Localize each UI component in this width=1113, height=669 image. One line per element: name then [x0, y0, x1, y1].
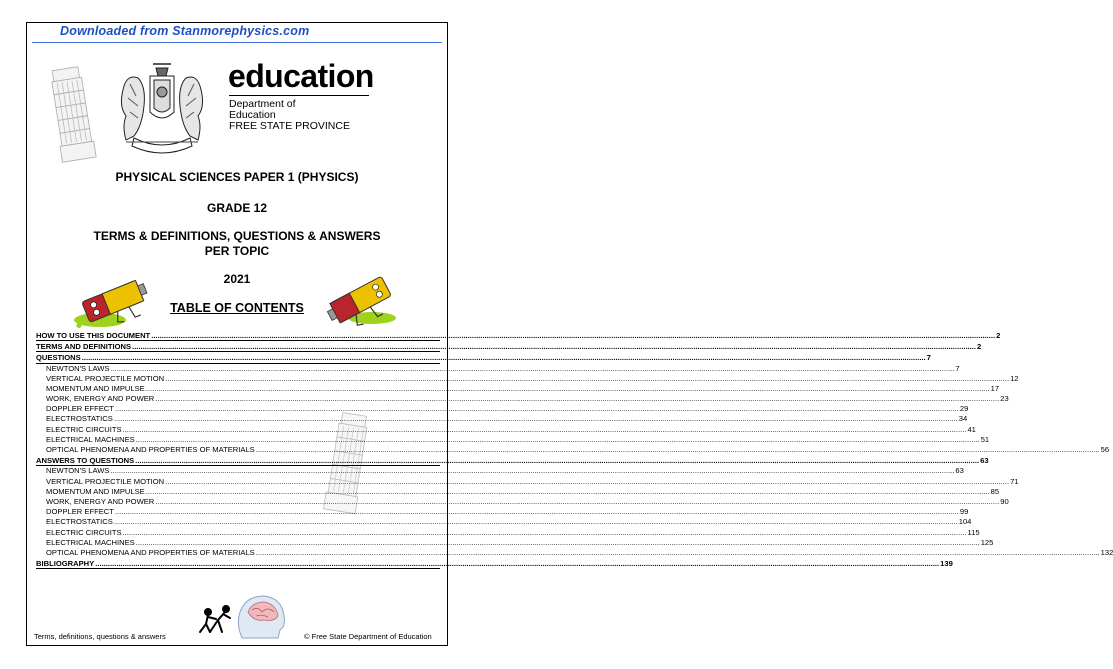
brain-head-icon — [228, 590, 292, 640]
toc-entry-page: 115 — [967, 527, 980, 537]
toc-entry[interactable] — [36, 424, 976, 435]
toc-entry[interactable] — [36, 527, 980, 538]
toc-leader-dots: ................................................................................................................................................................................................................................................................................................................................................................................................................ — [145, 486, 990, 496]
toc-entry[interactable] — [36, 559, 953, 569]
toc-entry-label: NEWTON'S LAWS — [46, 466, 110, 476]
toc-entry-page: 41 — [967, 424, 976, 434]
toc-leader-dots: ................................................................................................................................................................................................................................................................................................................................................................................................................ — [145, 383, 990, 393]
toc-entry[interactable] — [36, 486, 1000, 497]
toc-entry[interactable] — [36, 496, 1009, 507]
toc-leader-dots: ................................................................................................................................................................................................................................................................................................................................................................................................................ — [122, 424, 967, 434]
leaking-battery-icon — [70, 272, 154, 330]
toc-leader-dots: ................................................................................................................................................................................................................................................................................................................................................................................................................ — [165, 373, 1010, 383]
toc-entry[interactable] — [36, 445, 1110, 455]
footer-right: © Free State Department of Education — [304, 632, 432, 641]
toc-entry[interactable] — [36, 353, 931, 363]
toc-heading: TABLE OF CONTENTS — [170, 301, 304, 315]
toc-entry-label: MOMENTUM AND IMPULSE — [46, 486, 145, 496]
toc-entry[interactable] — [36, 394, 1009, 404]
table-of-contents — [36, 330, 1113, 569]
toc-leader-dots: ................................................................................................................................................................................................................................................................................................................................................................................................................ — [135, 434, 980, 444]
toc-entry-page: 85 — [990, 486, 1000, 496]
toc-leader-dots: ................................................................................................................................................................................................................................................................................................................................................................................................................ — [135, 456, 980, 466]
toc-entry-label: WORK, ENERGY AND POWER — [46, 394, 155, 404]
toc-entry-label: DOPPLER EFFECT — [46, 507, 114, 517]
toc-leader-dots: ................................................................................................................................................................................................................................................................................................................................................................................................................ — [135, 537, 980, 547]
toc-entry-page: 71 — [1010, 476, 1019, 486]
leaning-tower-icon — [42, 60, 104, 166]
doc-title-grade: GRADE 12 — [206, 201, 268, 215]
toc-entry[interactable] — [36, 330, 1001, 341]
toc-entry-label: VERTICAL PROJECTILE MOTION — [46, 373, 165, 383]
toc-leader-dots: ................................................................................................................................................................................................................................................................................................................................................................................................................ — [155, 496, 1000, 506]
toc-leader-dots: ................................................................................................................................................................................................................................................................................................................................................................................................................ — [113, 517, 958, 527]
toc-entry-label: ELECTRICAL MACHINES — [46, 434, 135, 444]
toc-entry[interactable] — [36, 507, 969, 517]
toc-entry-page: 99 — [959, 507, 969, 517]
toc-entry-label: ELECTRICAL MACHINES — [46, 537, 135, 547]
footer-left: Terms, definitions, questions & answers — [34, 632, 166, 641]
toc-entry-label: TERMS AND DEFINITIONS — [36, 342, 132, 352]
toc-entry[interactable] — [36, 383, 1000, 394]
leaking-battery-icon — [322, 270, 406, 328]
toc-entry-page: 51 — [980, 434, 990, 444]
toc-entry[interactable] — [36, 456, 989, 466]
toc-entry[interactable] — [36, 373, 1019, 384]
logo-province: FREE STATE PROVINCE — [229, 120, 350, 132]
toc-leader-dots: ................................................................................................................................................................................................................................................................................................................................................................................................................ — [255, 547, 1100, 557]
toc-leader-dots: ................................................................................................................................................................................................................................................................................................................................................................................................................ — [122, 527, 967, 537]
toc-leader-dots: ................................................................................................................................................................................................................................................................................................................................................................................................................ — [95, 559, 940, 569]
toc-leader-dots: ................................................................................................................................................................................................................................................................................................................................................................................................................ — [114, 404, 959, 414]
toc-leader-dots: ................................................................................................................................................................................................................................................................................................................................................................................................................ — [165, 476, 1010, 486]
toc-entry-label: ELECTROSTATICS — [46, 414, 113, 424]
toc-entry-page: 2 — [996, 330, 1001, 340]
toc-entry[interactable] — [36, 363, 960, 374]
toc-entry[interactable] — [36, 547, 1113, 558]
toc-leader-dots: ................................................................................................................................................................................................................................................................................................................................................................................................................ — [110, 466, 955, 476]
toc-entry-label: MOMENTUM AND IMPULSE — [46, 383, 145, 393]
logo-wordmark: education — [228, 58, 374, 94]
toc-entry-page: 132 — [1100, 547, 1113, 557]
toc-leader-dots: ................................................................................................................................................................................................................................................................................................................................................................................................................ — [81, 353, 926, 363]
toc-leader-dots: ................................................................................................................................................................................................................................................................................................................................................................................................................ — [132, 342, 976, 352]
toc-entry-page: 17 — [990, 383, 1000, 393]
toc-entry-label: ELECTRIC CIRCUITS — [46, 424, 122, 434]
logo-dept-line1: Department of — [229, 98, 296, 110]
toc-entry-label: DOPPLER EFFECT — [46, 404, 114, 414]
toc-leader-dots: ................................................................................................................................................................................................................................................................................................................................................................................................................ — [151, 330, 996, 340]
toc-entry-page: 63 — [980, 456, 989, 466]
pushing-figures-icon — [196, 604, 236, 634]
logo-rule — [229, 95, 369, 96]
toc-entry-label: OPTICAL PHENOMENA AND PROPERTIES OF MATERIALS — [46, 547, 255, 557]
toc-entry-page: 56 — [1100, 445, 1110, 455]
toc-entry-label: WORK, ENERGY AND POWER — [46, 496, 155, 506]
toc-entry-label: BIBLIOGRAPHY — [36, 559, 95, 569]
toc-entry-page: 139 — [940, 559, 953, 569]
toc-entry-page: 34 — [958, 414, 968, 424]
toc-entry-page: 7 — [955, 363, 960, 373]
toc-entry-page: 23 — [1000, 394, 1009, 404]
toc-entry-page: 63 — [955, 466, 964, 476]
toc-entry-label: NEWTON'S LAWS — [46, 363, 110, 373]
toc-entry-page: 29 — [959, 404, 969, 414]
doc-title-line1: TERMS & DEFINITIONS, QUESTIONS & ANSWERS — [93, 229, 381, 243]
toc-entry-page: 125 — [980, 537, 994, 547]
toc-entry-label: ELECTRIC CIRCUITS — [46, 527, 122, 537]
toc-entry[interactable] — [36, 342, 982, 352]
toc-leader-dots: ................................................................................................................................................................................................................................................................................................................................................................................................................ — [114, 507, 959, 517]
toc-entry-label: QUESTIONS — [36, 353, 81, 363]
toc-entry[interactable] — [36, 434, 990, 445]
download-banner[interactable]: Downloaded from Stanmorephysics.com — [60, 24, 310, 38]
toc-entry-page: 104 — [958, 517, 972, 527]
toc-entry[interactable] — [36, 414, 968, 425]
doc-title-line2: PER TOPIC — [204, 244, 270, 258]
toc-entry-label: ANSWERS TO QUESTIONS — [36, 456, 135, 466]
toc-entry-label: VERTICAL PROJECTILE MOTION — [46, 476, 165, 486]
doc-title-subject: PHYSICAL SCIENCES PAPER 1 (PHYSICS) — [115, 170, 359, 184]
toc-entry[interactable] — [36, 466, 964, 476]
header-rule — [32, 42, 442, 43]
logo-dept-line2: Education — [229, 109, 276, 121]
toc-entry-label: OPTICAL PHENOMENA AND PROPERTIES OF MATERIALS — [46, 445, 255, 455]
toc-entry-page: 90 — [1000, 496, 1009, 506]
toc-entry-page: 7 — [926, 353, 931, 363]
doc-year: 2021 — [223, 272, 251, 286]
toc-entry-label: ELECTROSTATICS — [46, 517, 113, 527]
toc-entry[interactable] — [36, 517, 972, 527]
toc-leader-dots: ................................................................................................................................................................................................................................................................................................................................................................................................................ — [113, 414, 958, 424]
coat-of-arms-icon — [104, 56, 220, 164]
toc-leader-dots: ................................................................................................................................................................................................................................................................................................................................................................................................................ — [110, 363, 955, 373]
toc-leader-dots: ................................................................................................................................................................................................................................................................................................................................................................................................................ — [255, 445, 1100, 455]
toc-entry[interactable] — [36, 537, 994, 548]
toc-entry-page: 2 — [977, 342, 982, 352]
toc-entry[interactable] — [36, 476, 1019, 487]
toc-entry-page: 12 — [1010, 373, 1019, 383]
toc-leader-dots: ................................................................................................................................................................................................................................................................................................................................................................................................................ — [155, 394, 1000, 404]
toc-entry-label: HOW TO USE THIS DOCUMENT — [36, 330, 151, 340]
toc-entry[interactable] — [36, 404, 969, 414]
